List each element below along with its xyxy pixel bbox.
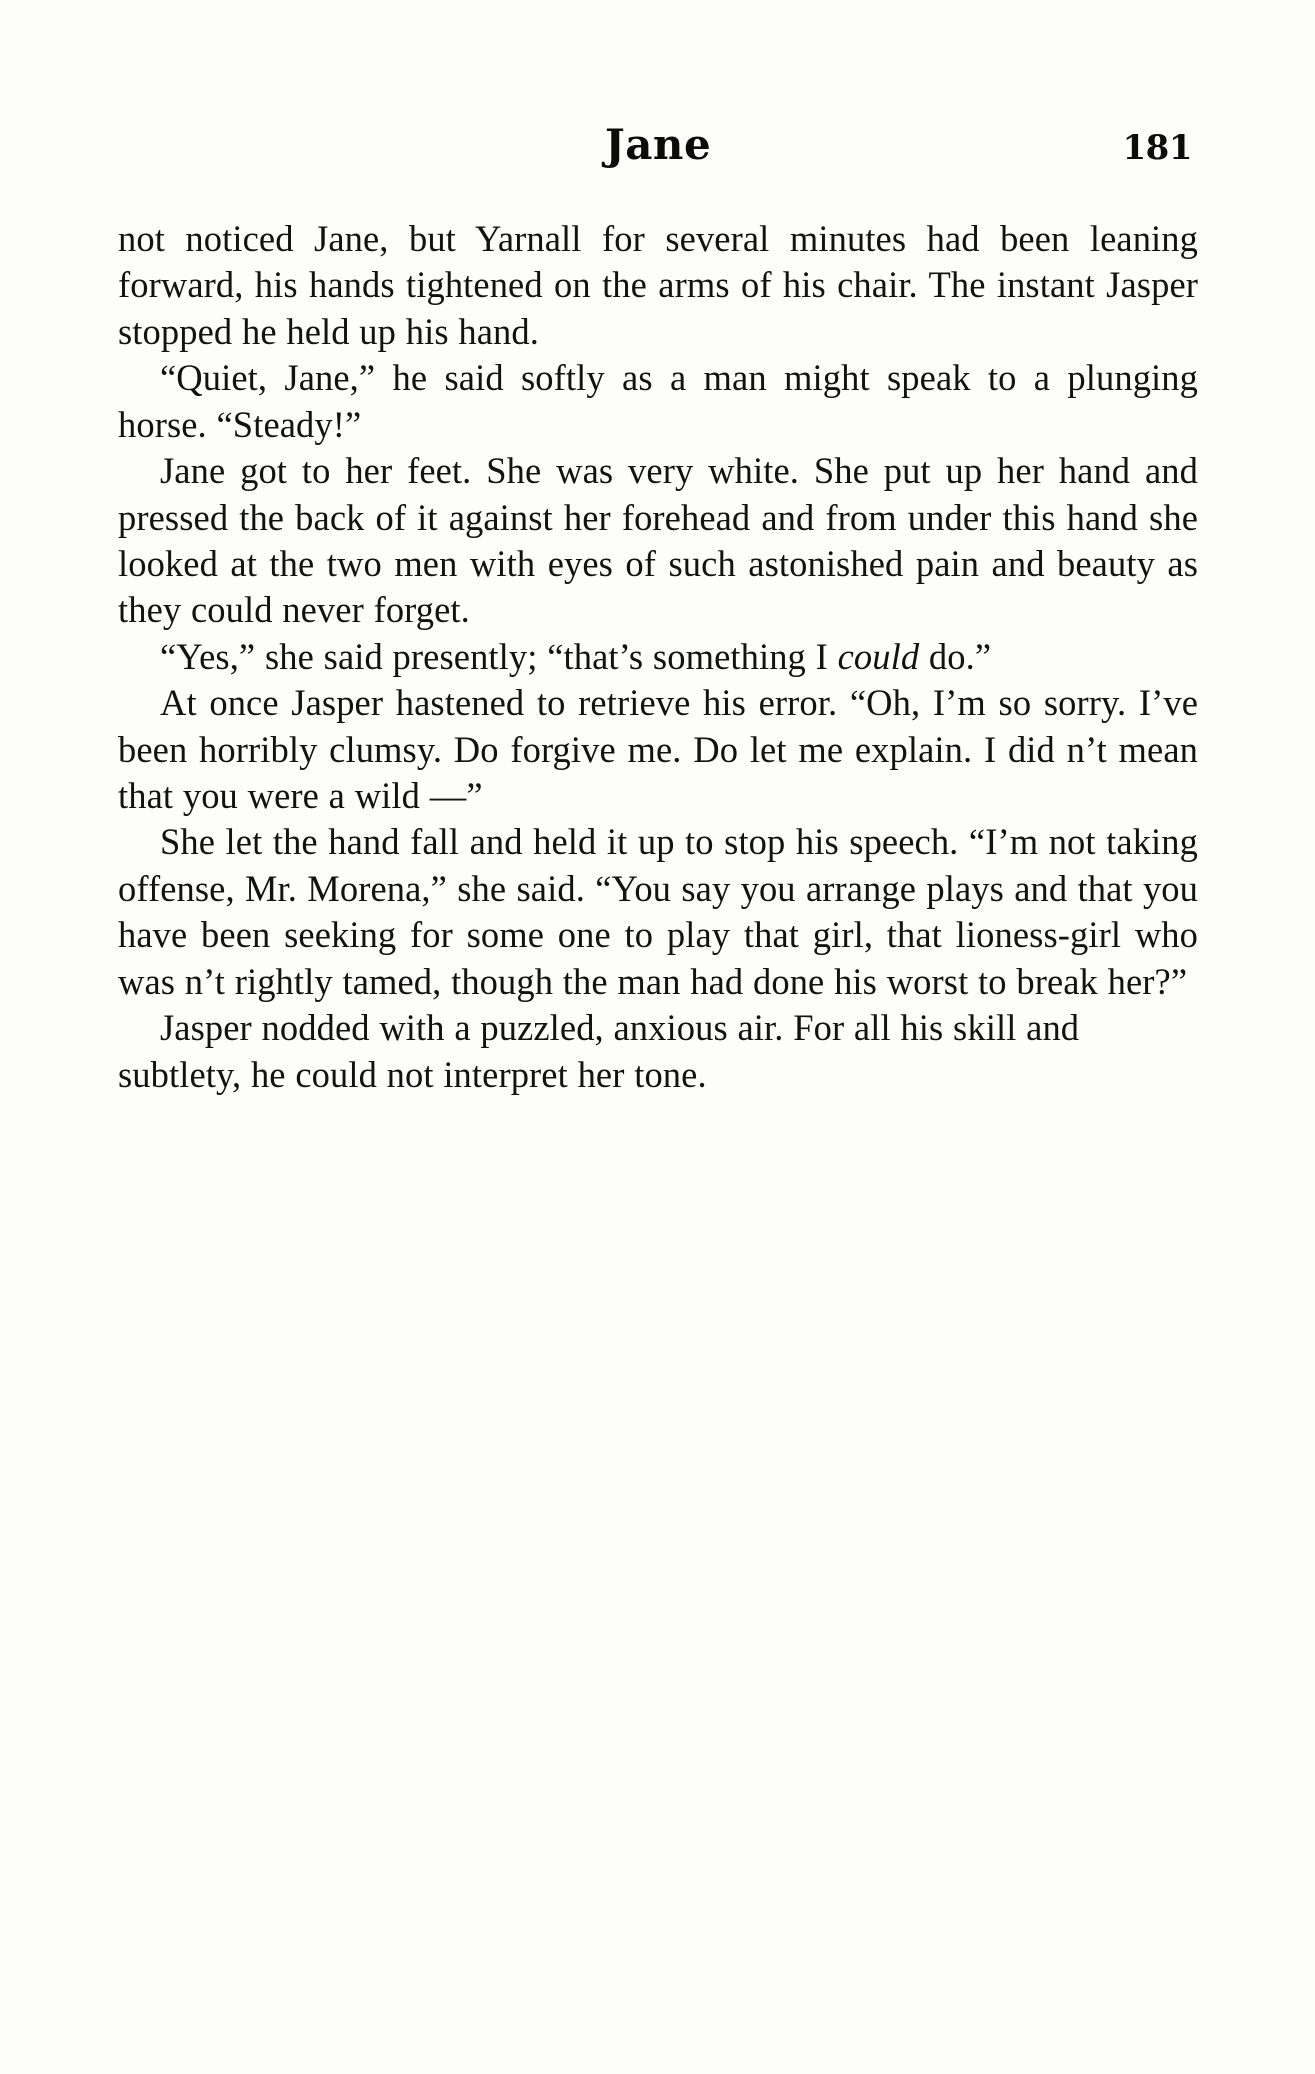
paragraph: Jasper nodded with a puzzled, anxious air. For all his skill and subtlety, he could not interpret her tone. (118, 1007, 1080, 1095)
paragraph-text-before-italic: “Yes,” she said presently; “that’s something I (160, 635, 838, 677)
paragraph-with-italic (118, 634, 1198, 680)
paragraph: “Quiet, Jane,” he said softly as a man might speak to a plunging horse. “Steady!” (118, 357, 1198, 445)
page-title: Jane (604, 120, 712, 169)
paragraph: At once Jasper hastened to retrieve his error. “Oh, I’m so sorry. I’ve been horribly clumsy. Do forgive me. Do let me explain. I did n’t mean that you were a wild —” (118, 682, 1198, 817)
page-content (118, 120, 1198, 1098)
paragraph: Jane got to her feet. She was very white. She put up her hand and pressed the back of it against her forehead and from under this hand she looked at the two men with eyes of such astonished pain and beauty as they could never forget. (118, 450, 1198, 631)
page-number: 181 (1122, 128, 1192, 168)
italic-word: could (837, 635, 920, 677)
paragraph-text-after-italic: do.” (919, 635, 992, 677)
body-text (118, 216, 1198, 1098)
paragraph: not noticed Jane, but Yarnall for several minutes had been leaning forward, his hands tightened on the arms of his chair. The instant Jasper stopped he held up his hand. (118, 218, 1198, 352)
paragraph: She let the hand fall and held it up to stop his speech. “I’m not taking offense, Mr. Morena,” she said. “You say you arrange plays and that you have been seeking for some one to play that girl, that lioness-girl who was n’t rightly tamed, though the man had done his worst to break her?” (118, 821, 1198, 1002)
running-head (118, 120, 1198, 190)
